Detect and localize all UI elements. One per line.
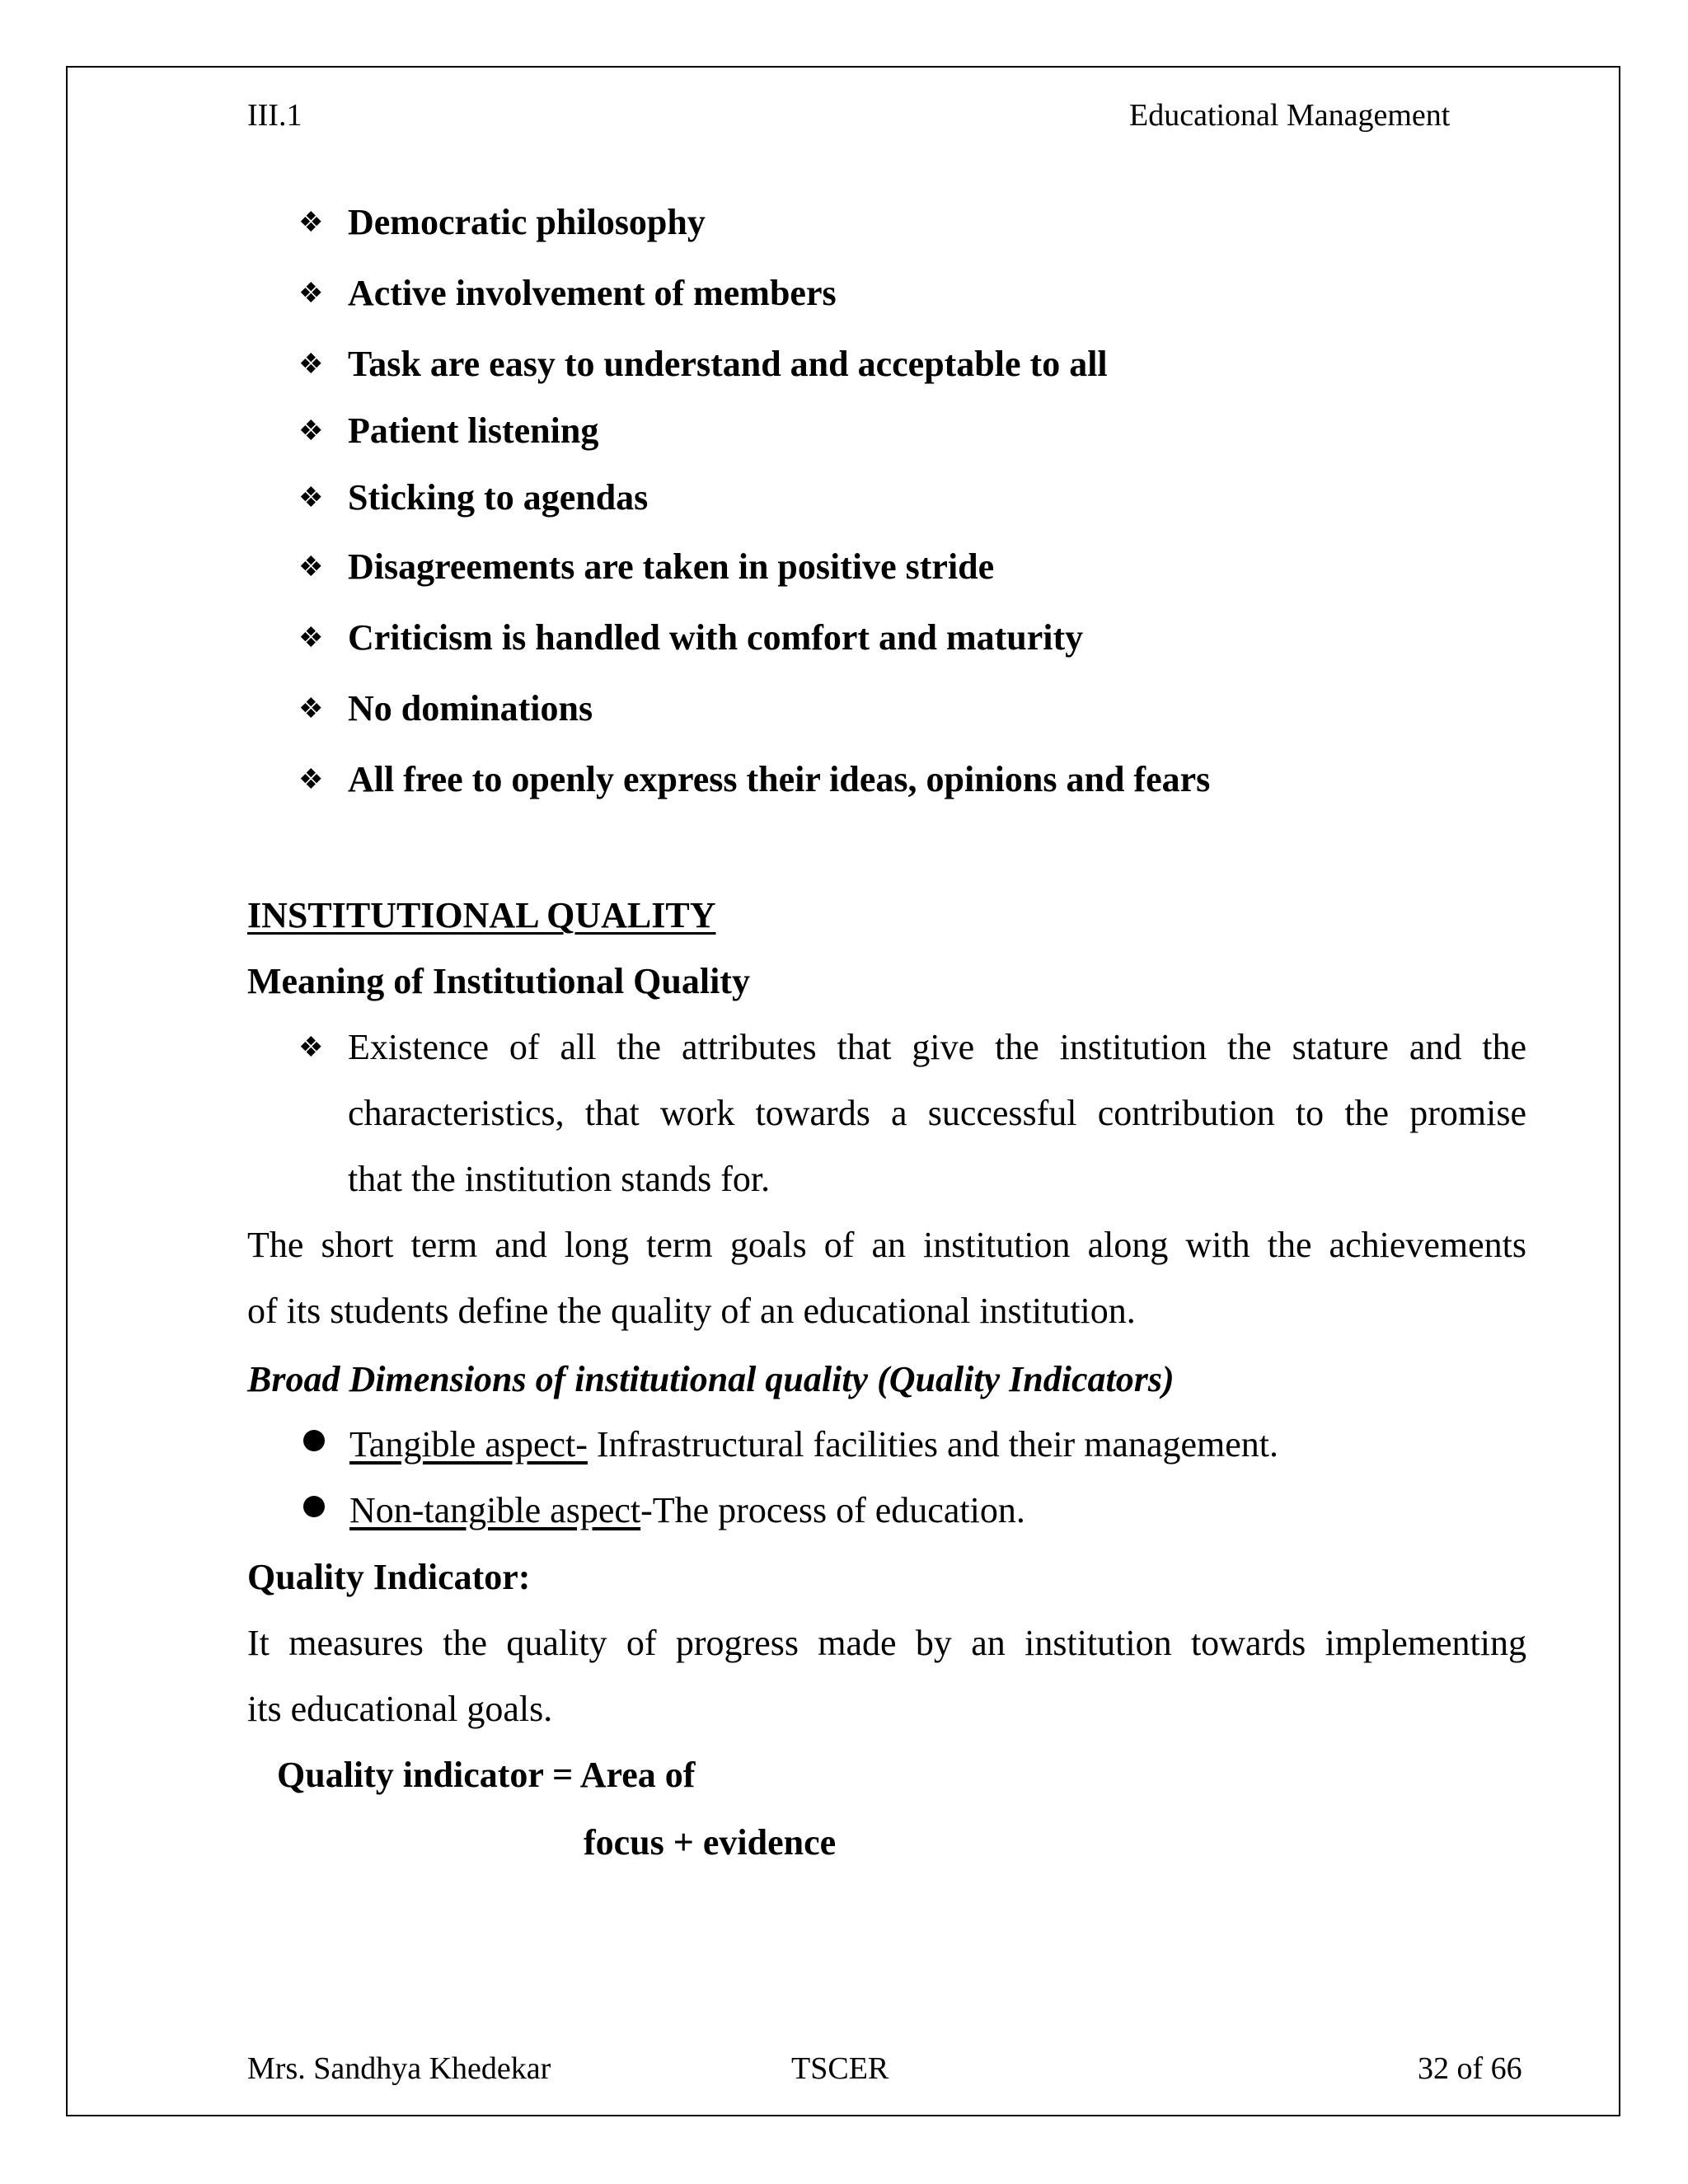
list-item xyxy=(298,758,1210,800)
dimension-text: Infrastructural facilities and their management. xyxy=(587,1424,1278,1465)
diamond-bullet-icon: ❖ xyxy=(298,483,324,513)
dimension-label: Tangible aspect- xyxy=(349,1424,588,1465)
list-item xyxy=(298,272,837,314)
list-item-text: Task are easy to understand and acceptable to all xyxy=(348,344,1108,384)
footer-author: Mrs. Sandhya Khedekar xyxy=(247,2051,551,2086)
list-item xyxy=(298,343,1108,385)
list-item-text: Democratic philosophy xyxy=(348,202,706,242)
dimension-label: Non-tangible aspect xyxy=(349,1490,641,1530)
dimension-text: -The process of education. xyxy=(640,1490,1025,1530)
formula-line: focus + evidence xyxy=(584,1822,837,1863)
list-item xyxy=(298,546,994,588)
list-item xyxy=(303,1423,1278,1465)
paragraph-line: its educational goals. xyxy=(247,1689,553,1729)
subheading-meaning: Meaning of Institutional Quality xyxy=(247,961,750,1001)
footer-institution: TSCER xyxy=(791,2051,889,2086)
diamond-bullet-icon: ❖ xyxy=(298,349,324,380)
paragraph-line: It measures the quality of progress made by an institution towards implementing xyxy=(247,1623,1526,1663)
list-item-text: Criticism is handled with comfort and maturity xyxy=(348,617,1084,658)
paragraph-line: of its students define the quality of an educational institution. xyxy=(247,1291,1136,1331)
diamond-bullet-icon: ❖ xyxy=(298,694,324,724)
indicator-heading: Quality Indicator: xyxy=(247,1557,531,1597)
meaning-line: that the institution stands for. xyxy=(348,1159,771,1199)
footer-page-number: 32 of 66 xyxy=(1418,2051,1522,2086)
list-item xyxy=(298,687,593,729)
header-section-number: III.1 xyxy=(247,98,302,133)
list-item-text: All free to openly express their ideas, opinions and fears xyxy=(348,759,1211,799)
list-item-text: Sticking to agendas xyxy=(348,477,649,518)
bullet-dot-icon xyxy=(303,1496,325,1517)
list-item xyxy=(298,201,706,243)
list-item-text: Disagreements are taken in positive stride xyxy=(348,546,995,587)
header-subject: Educational Management xyxy=(1129,98,1451,133)
diamond-bullet-icon: ❖ xyxy=(298,208,324,238)
diamond-bullet-icon: ❖ xyxy=(298,552,324,583)
list-item-text: No dominations xyxy=(348,688,593,729)
diamond-bullet-icon: ❖ xyxy=(298,416,324,447)
list-item xyxy=(298,616,1083,658)
bullet-dot-icon xyxy=(303,1430,325,1451)
diamond-bullet-icon: ❖ xyxy=(298,1033,324,1063)
meaning-line: characteristics, that work towards a successful contribution to the promise xyxy=(348,1093,1526,1133)
section-heading: INSTITUTIONAL QUALITY xyxy=(247,895,716,935)
formula-line: Quality indicator = Area of xyxy=(277,1755,696,1795)
paragraph-line: The short term and long term goals of an institution along with the achievements xyxy=(247,1225,1526,1265)
list-item-text: Active involvement of members xyxy=(348,273,837,313)
dimensions-heading: Broad Dimensions of institutional quality (Quality Indicators) xyxy=(247,1359,1175,1399)
meaning-line: Existence of all the attributes that give the institution the stature and the xyxy=(348,1027,1526,1067)
list-item xyxy=(298,410,598,452)
list-item xyxy=(303,1489,1025,1531)
list-item-text: Patient listening xyxy=(348,410,599,451)
diamond-bullet-icon: ❖ xyxy=(298,623,324,654)
diamond-bullet-icon: ❖ xyxy=(298,765,324,795)
diamond-bullet-icon: ❖ xyxy=(298,279,324,309)
list-item xyxy=(298,476,648,518)
